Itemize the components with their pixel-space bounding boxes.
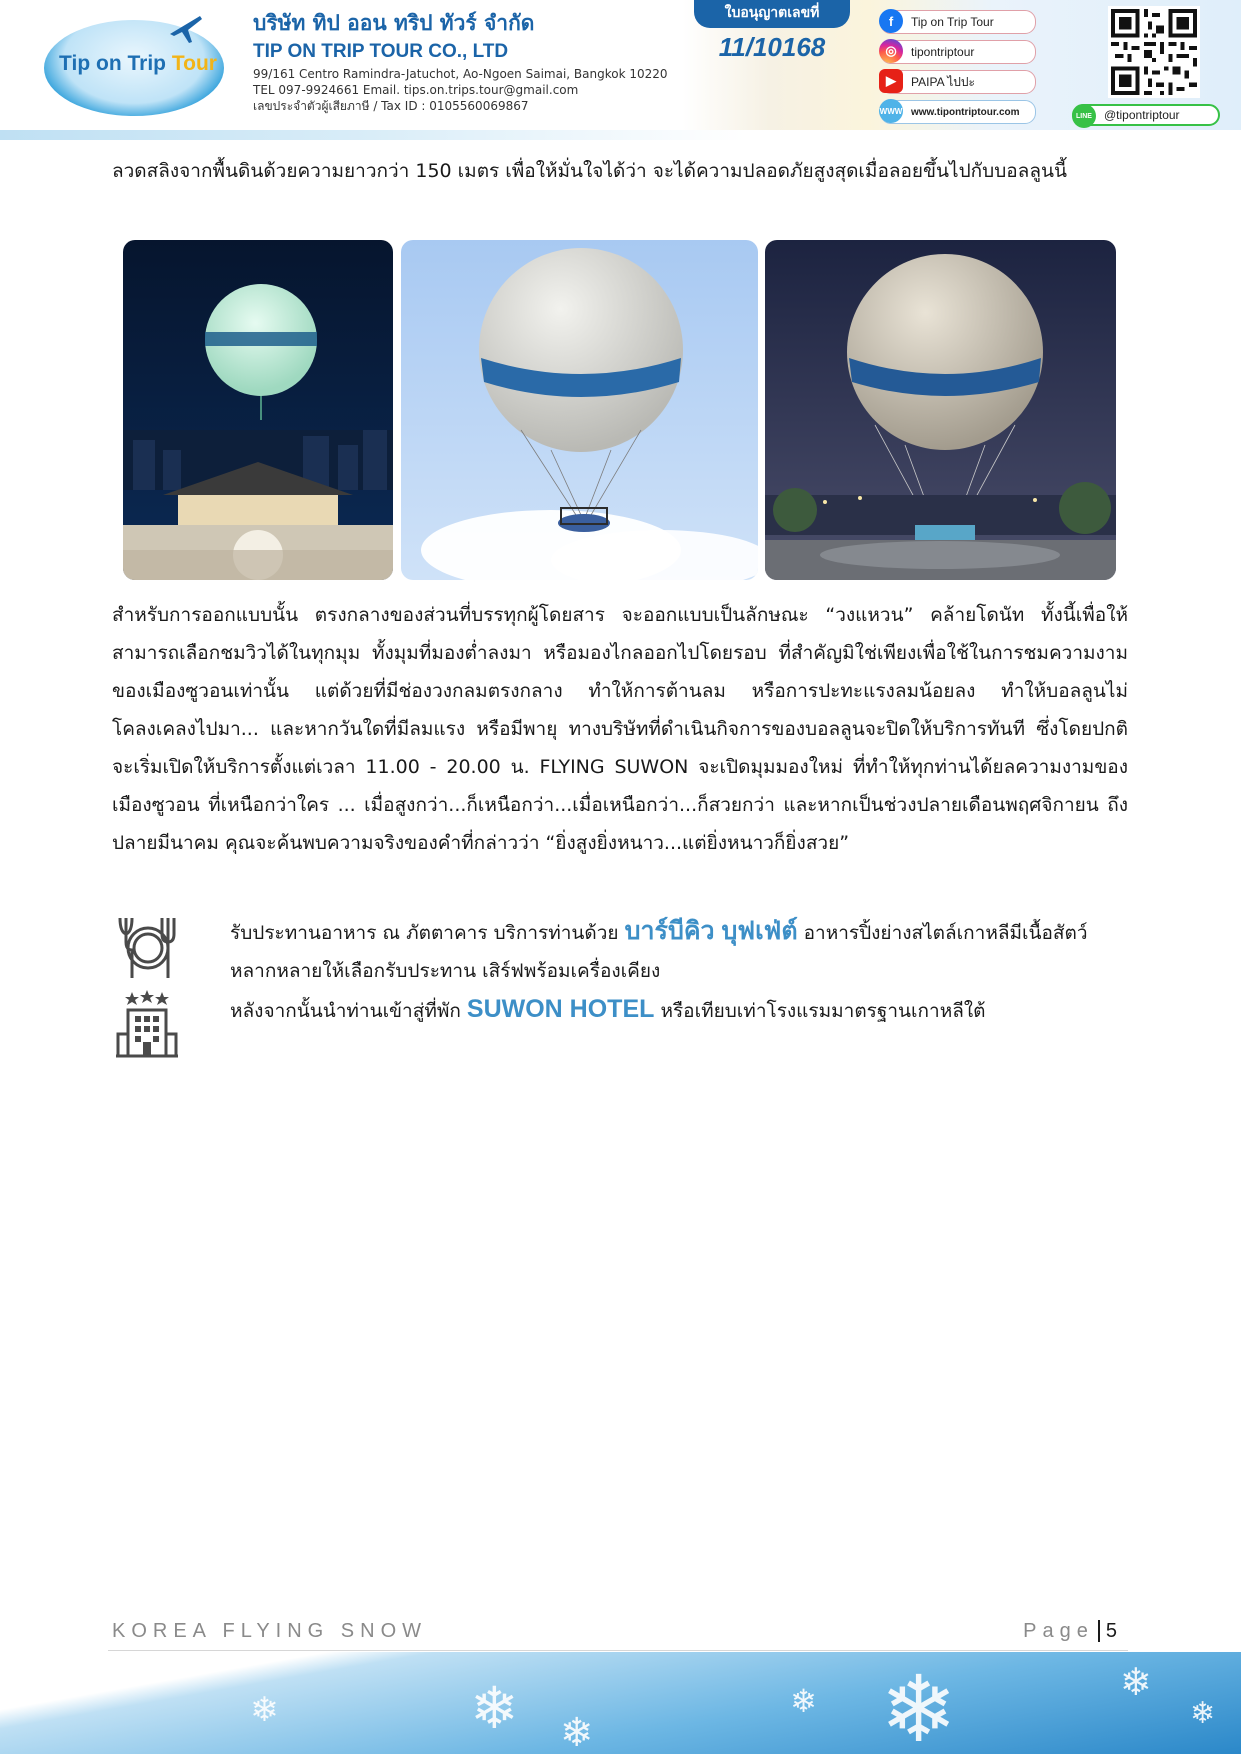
company-name-thai: บริษัท ทิป ออน ทริป ทัวร์ จำกัด	[253, 11, 535, 35]
line-icon: LINE	[1072, 104, 1096, 128]
snowflake-icon: ❄	[250, 1690, 279, 1730]
youtube-link[interactable]: ▶ PAIPA ไปปะ	[880, 70, 1036, 94]
snowflake-icon: ❄	[790, 1682, 817, 1720]
page-number: Page 5	[1023, 1620, 1117, 1642]
instagram-icon: ◎	[879, 39, 903, 63]
balloon-day-sky-photo	[401, 240, 758, 580]
license-badge	[694, 0, 850, 63]
snowflake-icon: ❄	[560, 1710, 594, 1754]
hotel-building-icon	[112, 990, 182, 1062]
meal-highlight: บาร์บีคิว บุฟเฟ่ต์	[624, 917, 798, 945]
company-name-english: TIP ON TRIP TOUR CO., LTD	[253, 41, 509, 62]
page-header	[0, 0, 1241, 140]
license-number: 11/10168	[718, 32, 826, 62]
facebook-link[interactable]: f Tip on Trip Tour	[880, 10, 1036, 34]
license-label: ใบอนุญาตเลขที่	[694, 0, 850, 28]
company-tax-id: เลขประจำตัวผู้เสียภาษี / Tax ID : 0105560069867	[253, 99, 529, 113]
snowflake-icon: ❄	[1120, 1660, 1152, 1704]
company-address: 99/161 Centro Ramindra-Jatuchot, Ao-Ngoen Saimai, Bangkok 10220	[253, 67, 668, 81]
line-link[interactable]: LINE @tipontriptour	[1072, 104, 1220, 126]
www-icon: WWW	[879, 99, 903, 123]
balloon-dusk-park-photo	[765, 240, 1116, 580]
restaurant-plate-icon	[112, 912, 182, 984]
youtube-icon: ▶	[879, 69, 903, 93]
balloon-night-gate-photo	[123, 240, 393, 580]
website-link[interactable]: WWW www.tipontriptour.com	[880, 100, 1036, 124]
snowflake-icon: ❄	[1190, 1696, 1216, 1731]
footer-snow-banner	[0, 1652, 1241, 1754]
qr-code	[1108, 6, 1200, 98]
facebook-icon: f	[879, 9, 903, 33]
airplane-icon	[166, 10, 206, 46]
company-contact: TEL 097-9924661 Email. tips.on.trips.tour@gmail.com	[253, 83, 579, 97]
footer-divider	[108, 1650, 1128, 1651]
instagram-link[interactable]: ◎ tipontriptour	[880, 40, 1036, 64]
footer-program-title: KOREA FLYING SNOW	[112, 1620, 427, 1642]
photo-strip	[123, 240, 1116, 580]
social-links	[880, 10, 1036, 130]
company-logo: Tip on Trip Tour	[40, 8, 230, 118]
snowflake-icon: ❄	[880, 1656, 958, 1754]
paragraph-design: สำหรับการออกแบบนั้น ตรงกลางของส่วนที่บรรทุกผู้โดยสาร จะออกแบบเป็นลักษณะ “วงแหวน” คล้ายโดนัท ทั้งนี้เพื่อให้สามารถเลือกชมวิวได้ในทุกมุม ทั้งมุมที่มองต่ำลงมา หรือมองไกลออกไปโดยรอบ ที่สำคัญมิใช่เพียงเพื่อใช้ในการชมความงามของเมืองซูวอนเท่านั้น แต่ด้วยที่มีช่องวงกลมตรงกลาง ทำให้การต้านลม หรือการปะทะแรงลมน้อยลง ทำให้บอลลูนไม่โคลงเคลงไปมา... และหากวันใดที่มีลมแรง หรือมีพายุ ทางบริษัทที่ดำเนินกิจการของบอลลูนจะปิดให้บริการทันที ซึ่งโดยปกติจะเริ่มเปิดให้บริการตั้งแต่เวลา 11.00 - 20.00 น. FLYING SUWON จะเปิดมุมมองใหม่ ที่ทำให้ทุกท่านได้ยลความงามของเมืองซูวอน ที่เหนือกว่าใคร ... เมื่อสูงกว่า...ก็เหนือกว่า...เมื่อเหนือกว่า...ก็สวยกว่า และหากเป็นช่วงปลายเดือนพฤศจิกายน ถึงปลายมีนาคม คุณจะค้นพบความจริงของคำที่กล่าวว่า “ยิ่งสูงยิ่งหนาว...แต่ยิ่งหนาวก็ยิ่งสวย”	[112, 604, 1128, 854]
paragraph-intro: ลวดสลิงจากพื้นดินด้วยความยาวกว่า 150 เมตร เพื่อให้มั่นใจได้ว่า จะได้ความปลอดภัยสูงสุดเมื่อลอยขึ้นไปกับบอลลูนนี้	[112, 160, 1067, 182]
snowflake-icon: ❄	[470, 1674, 519, 1742]
company-info	[253, 8, 713, 114]
hotel-highlight: SUWON HOTEL	[466, 995, 655, 1023]
